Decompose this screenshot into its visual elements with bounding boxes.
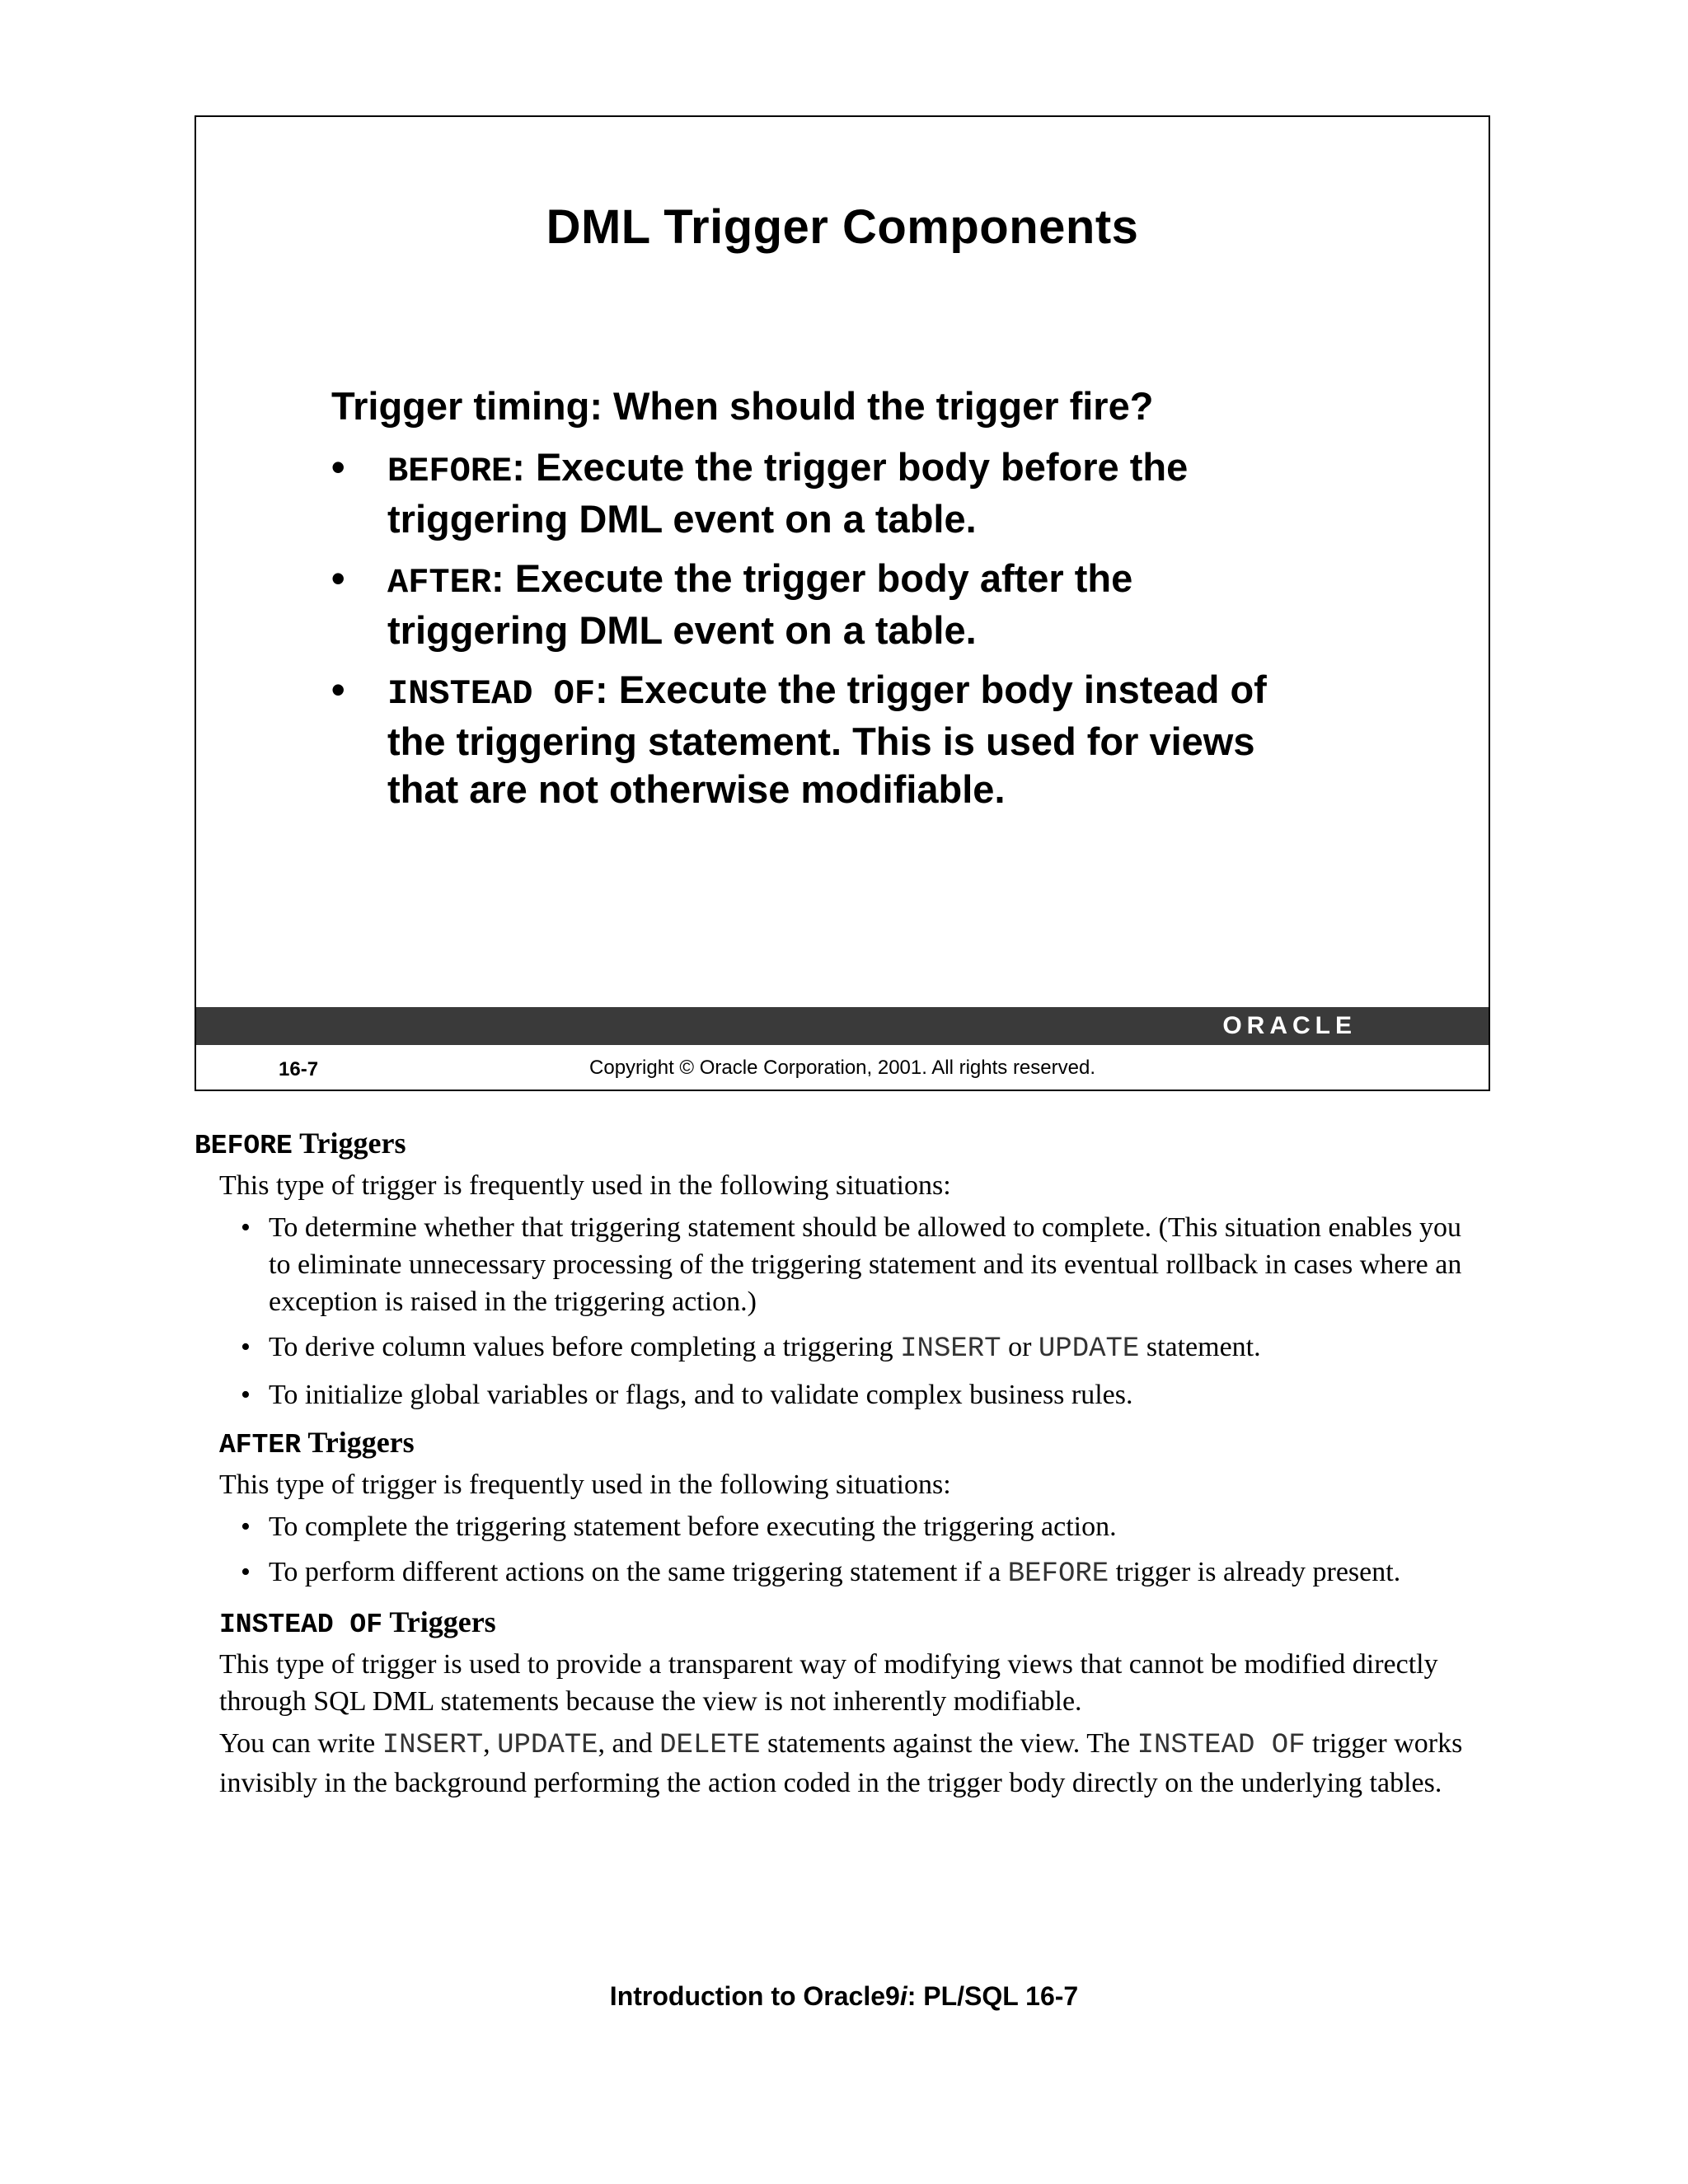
- bullet-text: : Execute the trigger body before the triggering DML event on a table.: [387, 445, 1189, 541]
- slide-footer: [196, 1045, 1489, 1091]
- after-triggers-heading: [219, 1422, 1464, 1466]
- keyword-before: BEFORE: [195, 1131, 293, 1161]
- bullet-dot: •: [331, 556, 345, 600]
- heading-text: Triggers: [292, 1127, 406, 1160]
- after-list: [195, 1508, 1464, 1593]
- oracle-logo: ORACLE: [1222, 1012, 1357, 1039]
- slide-bullet-before: [331, 443, 1320, 543]
- bullet-text: : Execute the trigger body instead of the triggering statement. This is used for views that are not otherwise modifiable.: [387, 668, 1267, 811]
- notes-section: [195, 1122, 1464, 1807]
- list-item: • To complete the triggering statement before executing the triggering action.: [241, 1511, 1117, 1542]
- instead-of-paragraph-2: You can write INSERT, UPDATE, and DELETE statements against the view. The INSTEAD OF trigger works invisibly in the background performing the action coded in the trigger body directly on the underlying tables.: [219, 1728, 1463, 1798]
- instead-of-paragraph-1: This type of trigger is used to provide a transparent way of modifying views that cannot be modified directly through SQL DML statements because the view is not inherently modifiable.: [219, 1649, 1438, 1717]
- slide-bullet-instead-of: [331, 666, 1320, 813]
- slide-number: 16-7: [279, 1058, 319, 1080]
- keyword-instead-of: INSTEAD OF: [219, 1610, 383, 1640]
- bullet-text: : Execute the trigger body after the triggering DML event on a table.: [387, 556, 1133, 652]
- slide-heading: Trigger timing: When should the trigger fire?: [331, 384, 1154, 428]
- list-item: • To derive column values before completing a triggering INSERT or UPDATE statement.: [241, 1332, 1261, 1365]
- before-list: [195, 1209, 1464, 1413]
- instead-of-triggers-heading: [219, 1601, 1464, 1646]
- keyword-instead-of: INSTEAD OF: [387, 674, 596, 714]
- slide-body: [331, 381, 1320, 825]
- slide-frame: [195, 115, 1490, 1091]
- heading-text: Triggers: [382, 1605, 496, 1638]
- list-item: • To perform different actions on the same triggering statement if a BEFORE trigger is already present.: [241, 1557, 1401, 1590]
- bullet-dot: •: [331, 668, 345, 711]
- slide-copyright: Copyright © Oracle Corporation, 2001. All rights reserved.: [589, 1057, 1095, 1079]
- slide-title: DML Trigger Components: [546, 200, 1139, 254]
- list-item: • To initialize global variables or flags, and to validate complex business rules.: [241, 1380, 1133, 1410]
- page-footer: Introduction to Oracle9i: PL/SQL 16-7: [609, 1981, 1079, 2011]
- heading-text: Triggers: [301, 1426, 415, 1459]
- before-intro: This type of trigger is frequently used in the following situations:: [219, 1170, 951, 1201]
- bullet-dot: •: [331, 445, 345, 489]
- before-triggers-heading: [195, 1122, 1464, 1167]
- keyword-after: AFTER: [387, 563, 492, 602]
- keyword-after: AFTER: [219, 1430, 302, 1460]
- slide-bullet-after: [331, 555, 1320, 654]
- after-intro: This type of trigger is frequently used in the following situations:: [219, 1469, 951, 1500]
- list-item: • To determine whether that triggering statement should be allowed to complete. (This situation enables you to eliminate unnecessary processing of the triggering statement and its eventual rollback in cases where an exception is raised in the triggering action.): [241, 1212, 1462, 1317]
- slide-footer-bar: [196, 1007, 1489, 1045]
- keyword-before: BEFORE: [387, 452, 513, 491]
